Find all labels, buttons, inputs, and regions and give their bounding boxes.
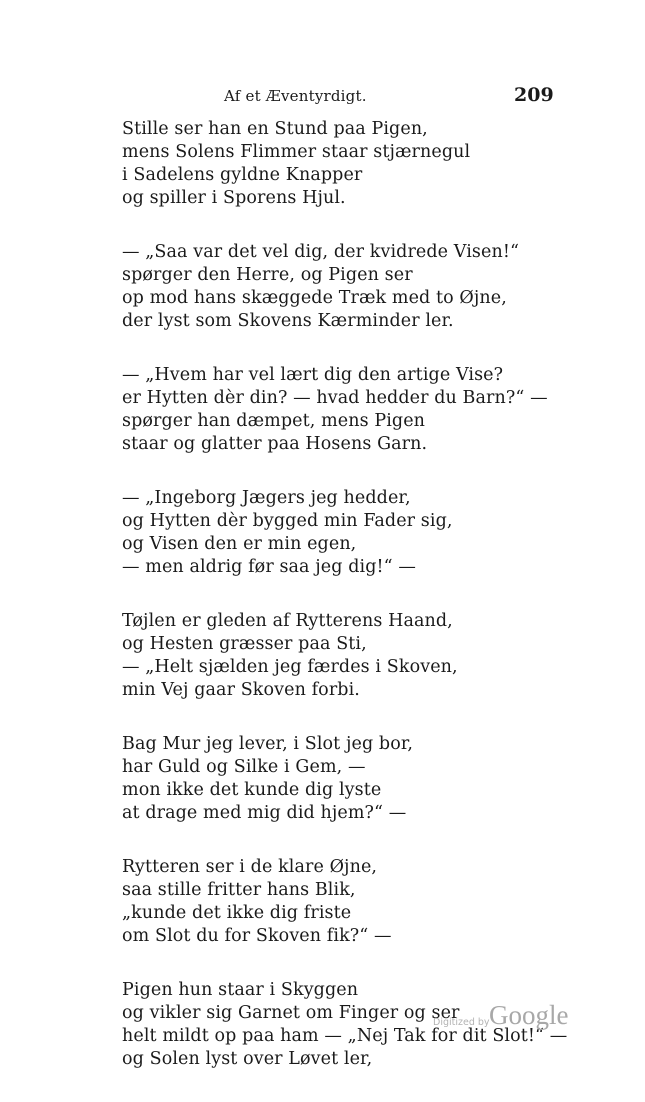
poem-line: mon ikke det kunde dig lyste bbox=[122, 780, 382, 800]
poem-line: der lyst som Skovens Kærminder ler. bbox=[122, 311, 454, 331]
stanza-4 bbox=[122, 487, 562, 579]
poem-line: spørger han dæmpet, mens Pigen bbox=[122, 411, 426, 431]
poem-line: i Sadelens gyldne Knapper bbox=[122, 165, 363, 185]
poem-body bbox=[122, 118, 568, 1102]
poem-line: har Guld og Silke i Gem, — bbox=[122, 757, 366, 777]
poem-line: Tøjlen er gleden af Rytterens Haand, bbox=[122, 611, 453, 631]
poem-line: staar og glatter paa Hosens Garn. bbox=[122, 434, 428, 454]
stanza-2 bbox=[122, 241, 562, 333]
poem-line: helt mildt op paa ham — „Nej Tak for dit Slot!“ — bbox=[122, 1026, 568, 1046]
poem-line: om Slot du for Skoven fik?“ — bbox=[122, 926, 392, 946]
poem-line: mens Solens Flimmer staar stjærnegul bbox=[122, 142, 471, 162]
poem-line: er Hytten dèr din? — hvad hedder du Barn?“ — bbox=[122, 388, 548, 408]
poem-line: at drage med mig did hjem?“ — bbox=[122, 803, 407, 823]
poem-line: spørger den Herre, og Pigen ser bbox=[122, 265, 413, 285]
stanza-7 bbox=[122, 856, 562, 948]
poem-line: og spiller i Sporens Hjul. bbox=[122, 188, 346, 208]
poem-line: Bag Mur jeg lever, i Slot jeg bor, bbox=[122, 734, 414, 754]
stanza-6 bbox=[122, 733, 562, 825]
digitized-watermark bbox=[433, 1000, 573, 1036]
poem-line: op mod hans skæggede Træk med to Øjne, bbox=[122, 288, 507, 308]
poem-line: og Visen den er min egen, bbox=[122, 534, 357, 554]
running-title: Af et Æventyrdigt. bbox=[224, 87, 367, 105]
page-number: 209 bbox=[514, 84, 554, 106]
poem-line: og Solen lyst over Løvet ler, bbox=[122, 1049, 373, 1069]
poem-line: — men aldrig før saa jeg dig!“ — bbox=[122, 557, 416, 577]
stanza-5 bbox=[122, 610, 562, 702]
poem-line: og Hesten græsser paa Sti, bbox=[122, 634, 367, 654]
poem-line: — „Helt sjælden jeg færdes i Skoven, bbox=[122, 657, 458, 677]
poem-line: — „Saa var det vel dig, der kvidrede Visen!“ bbox=[122, 242, 520, 262]
google-logo: Google bbox=[489, 1000, 569, 1030]
poem-line: og Hytten dèr bygged min Fader sig, bbox=[122, 511, 453, 531]
digitized-by-label: Digitized by bbox=[433, 1017, 490, 1028]
stanza-3 bbox=[122, 364, 562, 456]
poem-line: saa stille fritter hans Blik, bbox=[122, 880, 356, 900]
poem-line: Pigen hun staar i Skyggen bbox=[122, 980, 359, 1000]
poem-line: Rytteren ser i de klare Øjne, bbox=[122, 857, 378, 877]
poem-line: — „Hvem har vel lært dig den artige Vise? bbox=[122, 365, 504, 385]
poem-line: „kunde det ikke dig friste bbox=[122, 903, 352, 923]
poem-line: Stille ser han en Stund paa Pigen, bbox=[122, 119, 428, 139]
running-head bbox=[0, 84, 645, 108]
poem-line: — „Ingeborg Jægers jeg hedder, bbox=[122, 488, 411, 508]
poem-line: og vikler sig Garnet om Finger og ser bbox=[122, 1003, 460, 1023]
poem-line: min Vej gaar Skoven forbi. bbox=[122, 680, 360, 700]
stanza-1 bbox=[122, 118, 562, 210]
